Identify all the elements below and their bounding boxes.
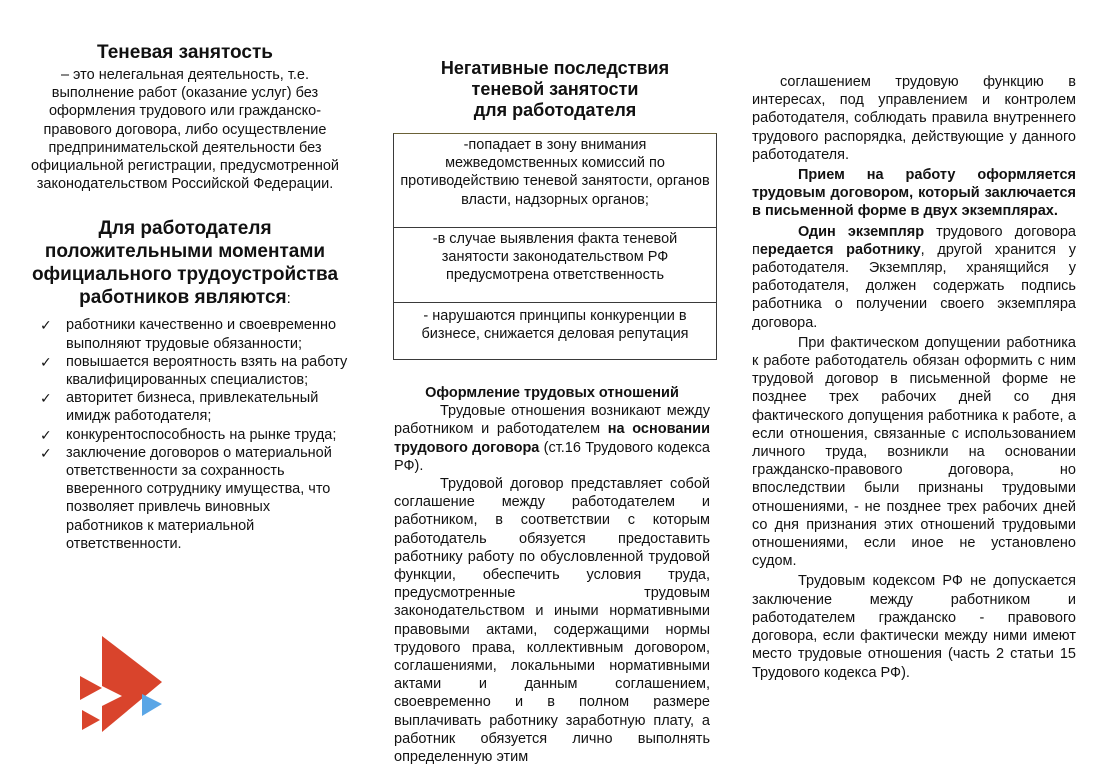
list-item [40,389,350,425]
list-item-text: авторитет бизнеса, привлекательный имидж работодателя; [66,390,319,425]
logo-icon [80,636,164,732]
text: , другой хранится у работодателя. Экземпляр, хранящийся у работодателя, должен содержать подпись работника о получении своего экземпляра договора. [752,241,1077,331]
paragraph: Трудовым кодексом РФ не допускается заключение между работником и работодателем гражданско - правового договора, если фактически между ними имеют место трудовые отношения (часть 2 статьи 15 Трудового кодекса РФ). [752,573,1076,681]
title-line: для работодателя [473,100,637,120]
consequence-cell: - нарушаются принципы конкуренции в бизнесе, снижается деловая репутация [394,302,716,359]
employment-section [394,384,710,766]
title-line: Негативные последствия [440,58,670,78]
text-bold: на основании трудового договора [394,421,710,456]
check-icon: ✓ [40,426,52,443]
consequences-table [393,133,717,360]
shadow-employment-definition: – это нелегальная деятельность, т.е. выполнение работ (оказание услуг) без оформления трудового или гражданско-правового договора, либо осуществление предпринимательской деятельности без официальной регистрации, предусмотренной законодательством Российской Федерации. [31,67,339,193]
text: (ст.16 Трудового кодекса РФ). [394,439,710,474]
consequence-cell: -в случае выявления факта теневой занятости законодательством РФ предусмотрена ответственность [394,227,716,302]
shadow-employment-title: Теневая занятость [97,42,273,63]
text: Трудовые отношения возникают между работником и работодателем [394,403,710,438]
text-bold: ередается работнику [759,241,921,258]
list-item-text: заключение договоров о материальной ответственности за сохранность вверенного сотруднику имущества, что позволяет привлечь виновных работников к материальной ответственности. [66,444,332,552]
paragraph: При фактическом допущении работника к работе работодатель обязан оформить с ним трудовой договор в письменной форме не позднее трех рабочих дней со дня фактического допущения работника к работе, а если отношения, связанные с использованием личного труда, возникли на основании гражданско-правового договора, но впоследствии были признаны трудовыми отношениями, - не позднее трех рабочих дней со дня признания этих отношений трудовыми отношениями, если иное не установлено судом. [752,334,1076,570]
paragraph [394,402,710,475]
paragraph: Трудовой договор представляет собой соглашение между работодателем и работником, в соответствии с которым работодатель обязуется предоставить работнику работу по обусловленной трудовой функции, обеспечить условия труда, предусмотренные трудовым законодательством и иными нормативными правовыми актами, содержащими нормы трудового права, коллективным договором, соглашениями, локальными нормативными актами и данным соглашением, своевременно и в полном размере выплачивать работнику заработную плату, а работник обязуется лично выполнять определенную этим [394,476,710,766]
check-icon: ✓ [40,353,52,370]
consequence-cell: -попадает в зону внимания межведомственных комиссий по противодействию теневой занятости, органов власти, надзорных органов; [400,137,710,208]
text-bold: Один экземпляр [798,223,925,240]
check-icon: ✓ [40,390,52,407]
positive-aspects-heading [20,217,350,310]
check-icon: ✓ [40,317,52,334]
check-icon: ✓ [40,444,52,461]
title-line: теневой занятости [471,79,639,99]
text: трудового договора п [752,223,1076,258]
employment-section-title: Оформление трудовых отношений [425,385,679,401]
positive-aspects-heading-text: Для работодателя положительными моментами официального трудоустройства работников являются [31,218,339,309]
positive-aspects-list [20,316,350,553]
paragraph-bold: Прием на работу оформляется трудовым договором, который заключается в письменной форме в двух экземплярах. [752,167,1076,220]
paragraph: соглашением трудовую функцию в интересах, под управлением и контролем работодателя, соблюдать правила внутреннего трудового распорядка, действующие у данного работодателя. [752,74,1076,163]
column-right [752,0,1076,682]
column-left [20,0,350,553]
column-middle [390,0,720,766]
paragraph [752,223,1076,332]
list-item-text: конкурентоспособность на рынке труда; [66,426,337,443]
list-item-text: работники качественно и своевременно выполняют трудовые обязанности; [66,317,337,352]
list-item [40,426,350,444]
list-item-text: повышается вероятность взять на работу квалифицированных специалистов; [66,353,348,389]
negative-consequences-title [390,58,720,121]
list-item [40,353,350,389]
list-item [40,444,350,553]
list-item [40,316,350,352]
heading-colon: : [286,290,291,308]
